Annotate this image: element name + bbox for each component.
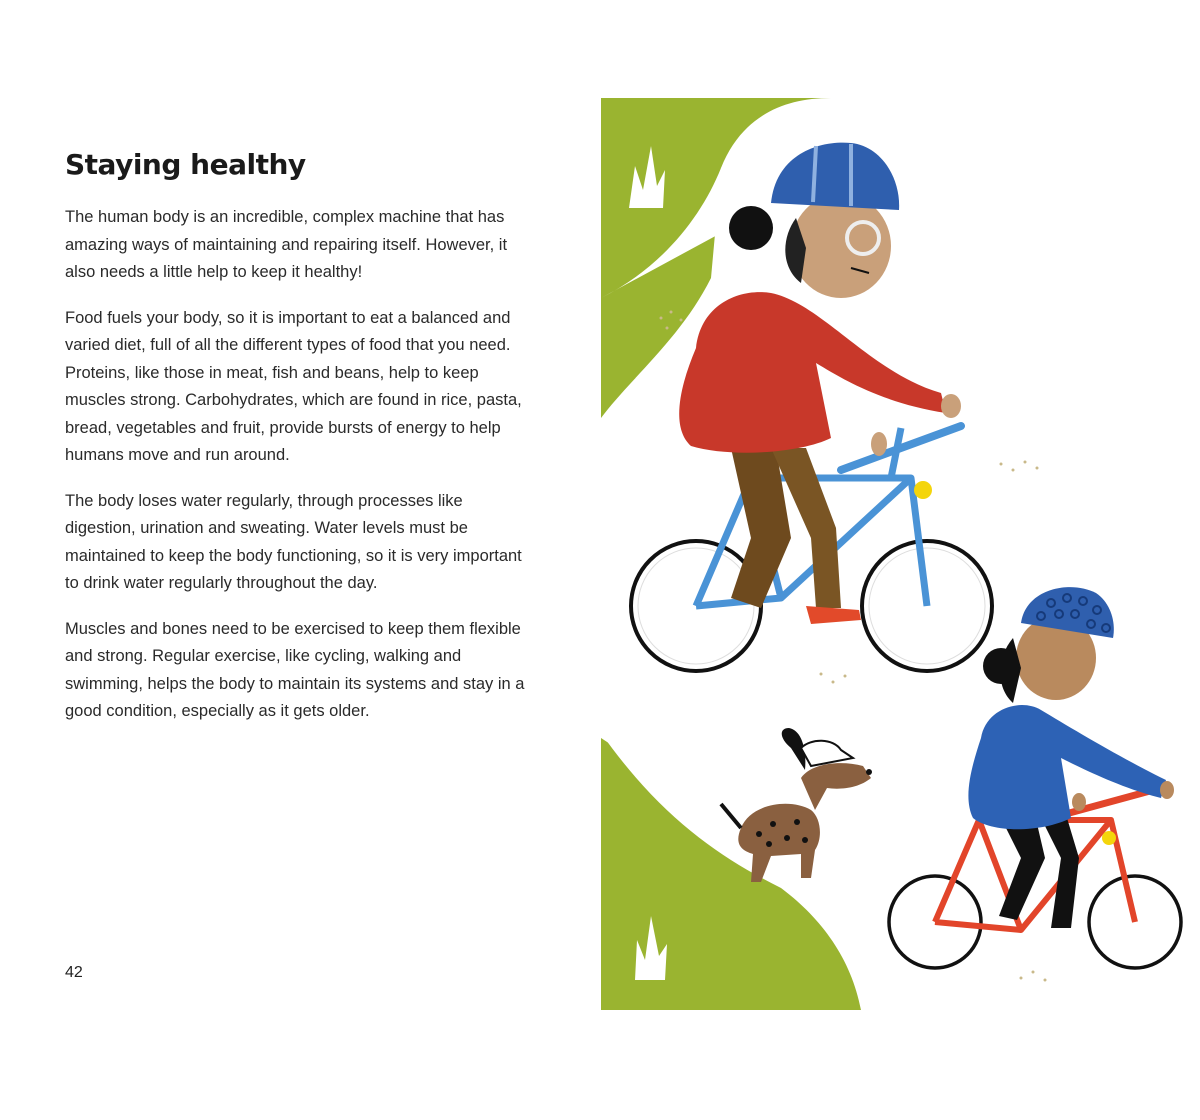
paragraph-water: The body loses water regularly, through processes like digestion, urination and sweating. Water levels must be maintained to keep the body functioning, so it is very important to drink water regularly throughout the day. [65, 491, 522, 592]
page-title: Staying healthy [65, 148, 306, 181]
paragraph-food: Food fuels your body, so it is important to eat a balanced and varied diet, full of all the different types of food that you need. Proteins, like those in meat, fish and beans, help to keep muscles strong. Carbohydrates, which are found in rice, pasta, bread, vegetables and fruit, provide bursts of energy to help humans move and run around. [65, 308, 522, 464]
cycling-illustration [601, 98, 1200, 1010]
paragraph-exercise: Muscles and bones need to be exercised to keep them flexible and strong. Regular exercise, like cycling, walking and swimming, helps the body to maintain its systems and stay in a good condition, especially as it gets older. [65, 619, 525, 720]
page-number: 42 [65, 964, 83, 981]
paragraph-intro: The human body is an incredible, complex machine that has amazing ways of maintaining and repairing itself. However, it also needs a little help to keep it healthy! [65, 208, 508, 281]
body-text [65, 204, 535, 744]
